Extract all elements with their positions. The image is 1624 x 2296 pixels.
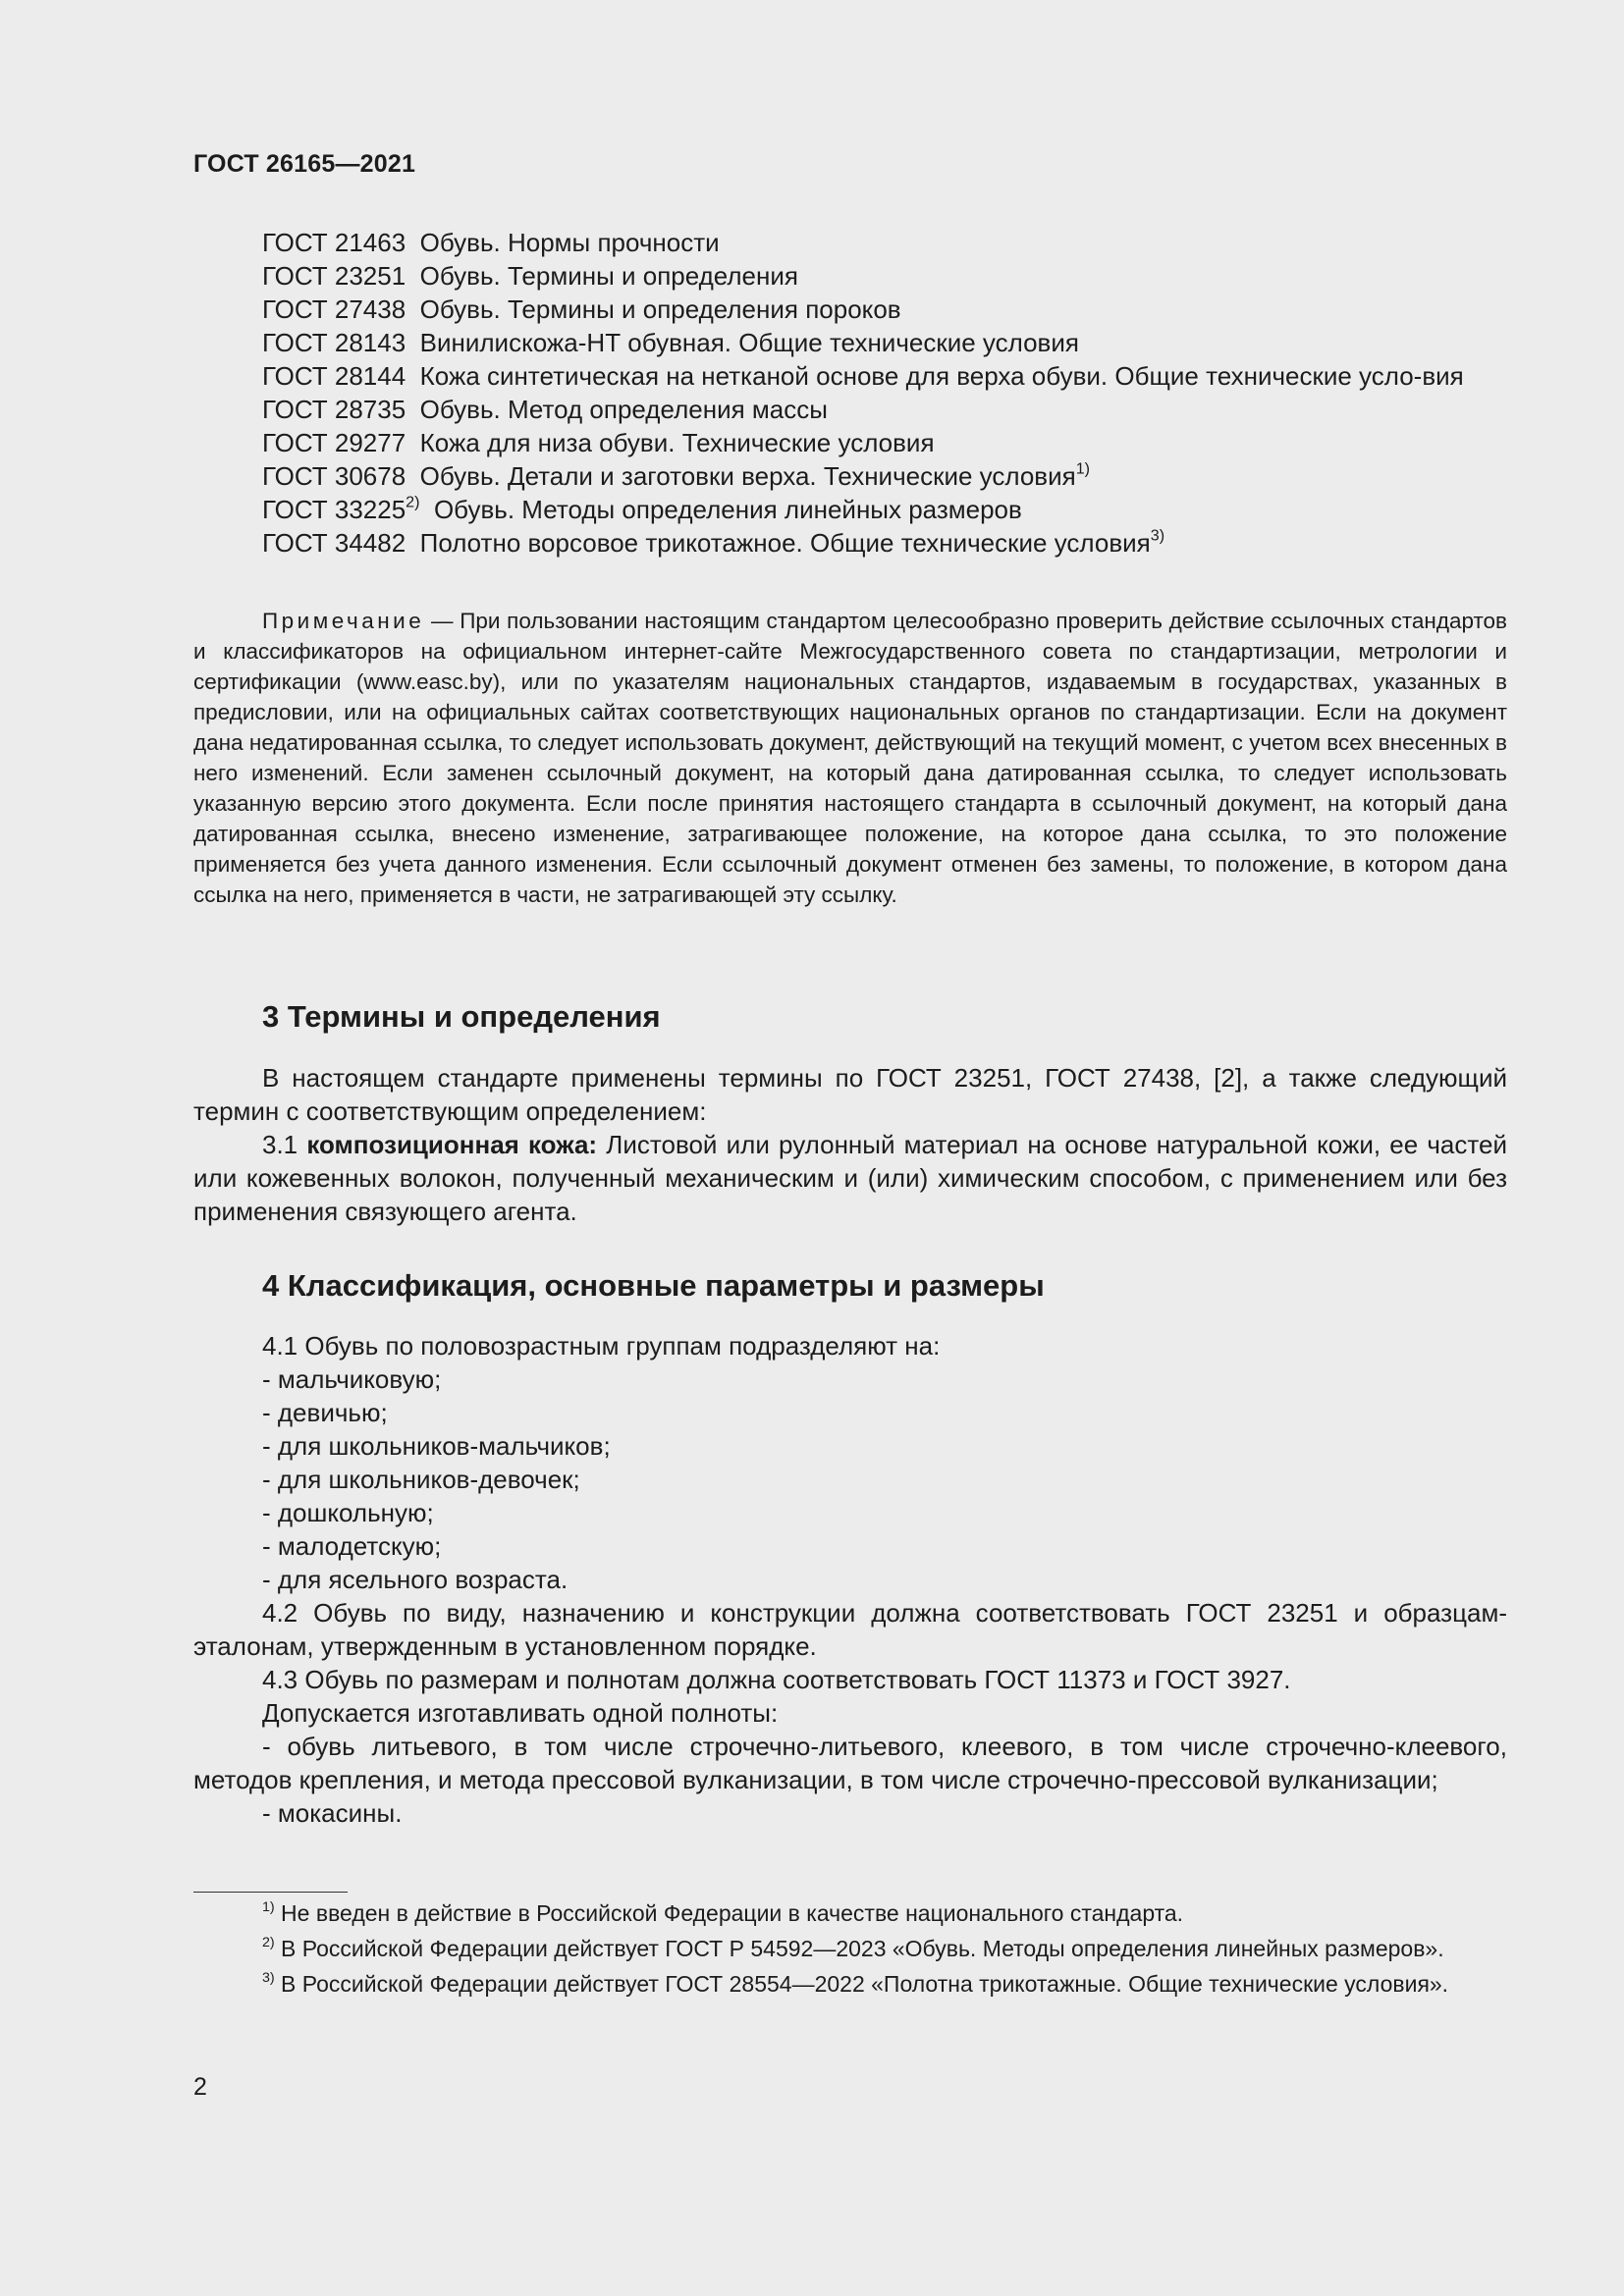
- reference-title: Обувь. Термины и определения пороков: [419, 294, 901, 324]
- section-4-heading: 4 Классификация, основные параметры и размеры: [262, 1268, 1045, 1303]
- list-item: - для ясельного возраста.: [262, 1565, 568, 1594]
- reference-title: Обувь. Нормы прочности: [419, 228, 720, 257]
- footnote: [193, 1898, 1507, 1928]
- reference-item: [193, 526, 1507, 560]
- reference-number: ГОСТ 29277: [262, 428, 406, 457]
- footnote-mark: 2): [262, 1935, 275, 1951]
- reference-number: ГОСТ 28143: [262, 328, 406, 357]
- note-paragraph: [193, 606, 1507, 910]
- reference-number: ГОСТ 34482: [262, 528, 406, 558]
- reference-item: [193, 459, 1507, 493]
- footnote-text: В Российской Федерации действует ГОСТ 28554—2022 «Полотна трикотажные. Общие технические условия».: [274, 1971, 1449, 1997]
- reference-title: Кожа синтетическая на нетканой основе для верха обуви. Общие технические усло-вия: [419, 361, 1464, 391]
- footnote-mark: 1): [262, 1899, 275, 1916]
- reference-item: [193, 326, 1507, 359]
- clause-4-1: 4.1 Обувь по половозрастным группам подразделяют на:: [262, 1331, 941, 1361]
- reference-title: Винилискожа-НТ обувная. Общие технические условия: [419, 328, 1079, 357]
- reference-number: ГОСТ 30678: [262, 461, 406, 491]
- footnote-text: Не введен в действие в Российской Федерации в качестве национального стандарта.: [274, 1900, 1184, 1926]
- allowed-intro: Допускается изготавливать одной полноты:: [262, 1698, 779, 1728]
- note-text: При пользовании настоящим стандартом целесообразно проверить действие ссылочных стандартов и классификаторов на официальном интернет-сайте Межгосударственного совета по стандартизации, метрологии и сертификации (www.easc.by), или по указателям национальных стандартов, издаваемым в государствах, указанных в предисловии, или на официальных сайтах соответствующих национальных органов по стандартизации. Если на документ дана недатированная ссылка, то следует использовать документ, действующий на текущий момент, с учетом всех внесенных в него изменений. Если заменен ссылочный документ, на который дана датированная ссылка, то следует использовать указанную версию этого документа. Если после принятия настоящего стандарта в ссылочный документ, на который дана датированная ссылка, внесено изменение, затрагивающее положение, на которое дана ссылка, то это положение применяется без учета данного изменения. Если ссылочный документ отменен без замены, то положение, в котором дана ссылка на него, применяется в части, не затрагивающей эту ссылку.: [193, 609, 1507, 907]
- reference-title: Обувь. Термины и определения: [419, 261, 798, 291]
- footnote-marker: 2): [406, 493, 420, 511]
- term-name: композиционная кожа:: [306, 1130, 598, 1159]
- reference-title: Кожа для низа обуви. Технические условия: [419, 428, 935, 457]
- page-header: ГОСТ 26165—2021: [193, 150, 416, 178]
- reference-title: Обувь. Детали и заготовки верха. Технические условия: [419, 461, 1076, 491]
- term-text: Листовой или рулонный материал на основе натуральной кожи, ее частей или кожевенных волокон, полученный механическим и (или) химическим способом, с применением или без применения связующего агента.: [193, 1130, 1507, 1226]
- section-3-heading: 3 Термины и определения: [262, 999, 661, 1034]
- list-item: - малодетскую;: [262, 1531, 442, 1561]
- term-definition: [193, 1128, 1507, 1228]
- reference-item: [193, 393, 1507, 426]
- clause-4-3: 4.3 Обувь по размерам и полнотам должна соответствовать ГОСТ 11373 и ГОСТ 3927.: [262, 1665, 1291, 1694]
- footnote-marker: 3): [1150, 526, 1165, 545]
- reference-number: ГОСТ 33225: [262, 495, 406, 524]
- list-item: - обувь литьевого, в том числе строчечно-литьевого, клеевого, в том числе строчечно-клеевого, методов крепления, и метода прессовой вулканизации, в том числе строчечно-прессовой вулканизации;: [193, 1732, 1507, 1794]
- reference-item: [193, 226, 1507, 259]
- reference-item: [193, 493, 1507, 526]
- section-3-intro: В настоящем стандарте применены термины по ГОСТ 23251, ГОСТ 27438, [2], а также следующий термин с соответствующим определением:: [193, 1063, 1507, 1126]
- reference-number: ГОСТ 23251: [262, 261, 406, 291]
- footnote-separator: [193, 1892, 348, 1893]
- list-item: - дошкольную;: [262, 1498, 434, 1527]
- list-item: - мальчиковую;: [262, 1364, 442, 1394]
- section-4-body: [193, 1329, 1507, 1830]
- reference-number: ГОСТ 21463: [262, 228, 406, 257]
- reference-number: ГОСТ 28144: [262, 361, 406, 391]
- footnote: [193, 1934, 1507, 1963]
- term-number: 3.1: [262, 1130, 307, 1159]
- reference-item: [193, 359, 1507, 393]
- reference-list: [193, 226, 1507, 560]
- note-dash: —: [424, 609, 460, 633]
- list-item: - мокасины.: [262, 1798, 403, 1828]
- reference-title: Обувь. Методы определения линейных размеров: [433, 495, 1022, 524]
- footnote-marker: 1): [1075, 459, 1091, 478]
- reference-item: [193, 259, 1507, 293]
- footnote-text: В Российской Федерации действует ГОСТ Р 54592—2023 «Обувь. Методы определения линейных размеров».: [274, 1936, 1444, 1961]
- reference-item: [193, 293, 1507, 326]
- reference-title: Полотно ворсовое трикотажное. Общие технические условия: [419, 528, 1151, 558]
- clause-4-2: 4.2 Обувь по виду, назначению и конструкции должна соответствовать ГОСТ 23251 и образцам-эталонам, утвержденным в установленном порядке.: [193, 1598, 1507, 1661]
- reference-title: Обувь. Метод определения массы: [419, 395, 828, 424]
- list-item: - для школьников-девочек;: [262, 1465, 580, 1494]
- reference-number: ГОСТ 28735: [262, 395, 406, 424]
- footnotes: [193, 1898, 1507, 2004]
- page-number: 2: [193, 2073, 207, 2101]
- footnote-mark: 3): [262, 1970, 275, 1987]
- note-label: Примечание: [262, 609, 425, 633]
- reference-number: ГОСТ 27438: [262, 294, 406, 324]
- list-item: - для школьников-мальчиков;: [262, 1431, 611, 1461]
- footnote: [193, 1969, 1507, 1999]
- list-item: - девичью;: [262, 1398, 388, 1427]
- reference-item: [193, 426, 1507, 459]
